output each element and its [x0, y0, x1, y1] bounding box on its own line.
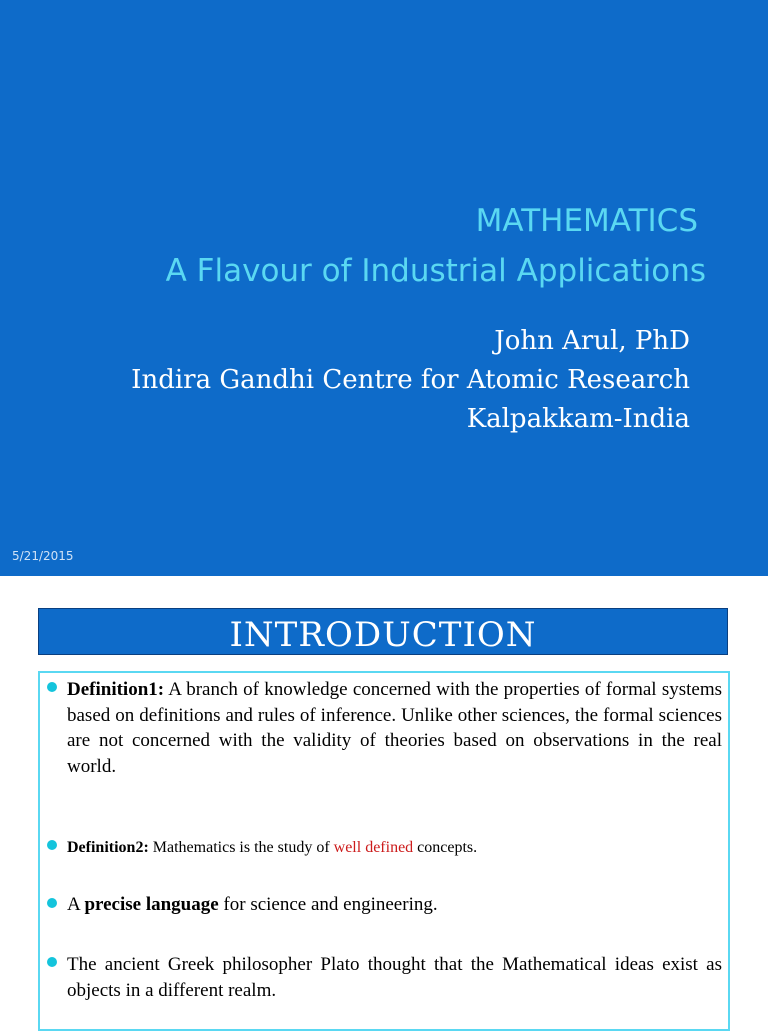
author-name: John Arul, PhD [494, 326, 690, 356]
title-line-1: MATHEMATICS [475, 203, 698, 239]
bullet-text: Mathematics is the study of [148, 839, 334, 856]
bullet-definition-1 [67, 677, 722, 779]
bullet-text: A branch of knowledge concerned with the properties of formal systems based on definitions and rules of inference. Unlike other sciences, the formal sciences are not concerned with the validity of theories based on observations in the real world. [67, 679, 722, 777]
bullet-definition-2 [67, 836, 722, 860]
slide-title [166, 196, 706, 296]
bullet-prefix: A [67, 894, 85, 915]
location: Kalpakkam-India [466, 404, 690, 434]
institution-name: Indira Gandhi Centre for Atomic Research [131, 365, 690, 395]
bullet-dot-icon [47, 898, 57, 908]
bullet-plato [67, 952, 722, 1003]
section-heading: INTRODUCTION [38, 608, 728, 655]
bullet-label: Definition1: [67, 679, 165, 700]
bullet-dot-icon [47, 840, 57, 850]
bullet-dot-icon [47, 682, 57, 692]
bullet-label: Definition2: [67, 839, 149, 856]
bullet-bold-text: precise language [84, 894, 219, 915]
bullet-precise-language [67, 891, 722, 919]
author-block [131, 322, 690, 439]
bullet-text-end: concepts. [413, 839, 478, 856]
bullet-dot-icon [47, 957, 57, 967]
slide-date: 5/21/2015 [12, 549, 74, 563]
highlighted-text: well defined [333, 839, 414, 856]
bullet-text: The ancient Greek philosopher Plato thought that the Mathematical ideas exist as objects in a different realm. [67, 954, 722, 1001]
bullet-text: for science and engineering. [218, 894, 438, 915]
title-line-2: A Flavour of Industrial Applications [165, 253, 706, 289]
